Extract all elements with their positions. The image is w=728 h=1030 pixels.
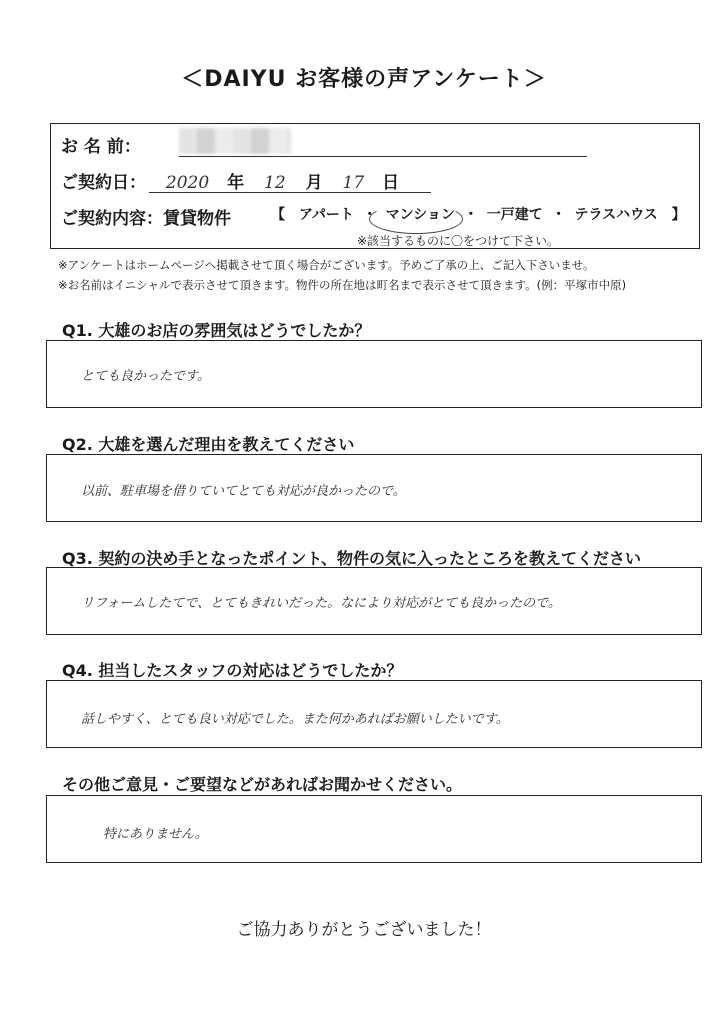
date-year: 2020 bbox=[165, 173, 210, 193]
other-comments-answer-box[interactable] bbox=[46, 795, 702, 863]
day-unit: 日 bbox=[382, 173, 400, 193]
question-4-answer: 話しやすく、とても良い対応でした。また何かあればお願いしたいです。 bbox=[81, 712, 509, 727]
question-2-label: Q2. 大雄を選んだ理由を教えてください bbox=[62, 435, 355, 454]
property-type-choices bbox=[271, 204, 690, 224]
thank-you-message: ご協力ありがとうございました！ bbox=[236, 920, 492, 940]
choice-separator: ・ bbox=[362, 207, 377, 223]
question-3-answer: リフォームしたてで、とてもきれいだった。なにより対応がとても良かったので。 bbox=[81, 596, 561, 611]
name-label: お 名 前： bbox=[61, 137, 141, 157]
question-3-label: Q3. 契約の決め手となったポイント、物件の気に入ったところを教えてください bbox=[62, 549, 641, 568]
handwritten-circle-mark bbox=[369, 204, 463, 234]
survey-title: ＜DAIYU お客様の声アンケート＞ bbox=[181, 67, 547, 92]
date-label: ご契約日： bbox=[61, 173, 146, 193]
question-4-answer-box[interactable] bbox=[46, 680, 702, 748]
name-row bbox=[61, 132, 141, 157]
question-1-answer-box[interactable] bbox=[46, 340, 702, 408]
choice-terrace-house[interactable]: テラスハウス 】 bbox=[574, 207, 686, 223]
date-month: 12 bbox=[264, 173, 286, 193]
customer-info-box bbox=[50, 123, 700, 249]
year-unit: 年 bbox=[227, 173, 245, 193]
contract-content-row bbox=[61, 204, 686, 229]
disclaimer-note-1: ※アンケートはホームページへ掲載させて頂く場合がございます。予めご了承の上、ご記入下さいませ。 bbox=[58, 258, 595, 272]
month-unit: 月 bbox=[305, 173, 323, 193]
choice-apartment[interactable]: 【 アパート bbox=[271, 207, 354, 223]
other-comments-label: その他ご意見・ご要望などがあればお聞かせください。 bbox=[62, 775, 463, 794]
circle-instruction-note: ※該当するものに〇をつけて下さい。 bbox=[356, 234, 559, 248]
redacted-name bbox=[179, 128, 291, 154]
question-2-answer: 以前、駐車場を借りていてとても対応が良かったので。 bbox=[81, 484, 406, 499]
contract-content-label: ご契約内容：賃貸物件 bbox=[61, 209, 231, 229]
question-4-label: Q4. 担当したスタッフの対応はどうでしたか？ bbox=[62, 661, 403, 680]
question-1-answer: とても良かったです。 bbox=[81, 369, 210, 384]
question-3-answer-box[interactable] bbox=[46, 567, 702, 635]
question-1-label: Q1. 大雄のお店の雰囲気はどうでしたか？ bbox=[62, 321, 371, 340]
date-row bbox=[61, 168, 399, 193]
name-underline bbox=[179, 156, 587, 157]
disclaimer-note-2: ※お名前はイニシャルで表示させて頂きます。物件の所在地は町名まで表示させて頂きます。(例：平塚市中原) bbox=[58, 278, 627, 292]
choice-separator: ・ bbox=[463, 207, 478, 223]
choice-detached-house[interactable]: 一戸建て bbox=[486, 207, 543, 223]
other-comments-answer: 特にありません。 bbox=[103, 827, 208, 842]
choice-mansion[interactable]: マンション bbox=[385, 207, 456, 223]
choice-separator: ・ bbox=[551, 207, 566, 223]
question-2-answer-box[interactable] bbox=[46, 454, 702, 522]
date-day: 17 bbox=[342, 173, 365, 193]
date-underline bbox=[149, 192, 431, 193]
